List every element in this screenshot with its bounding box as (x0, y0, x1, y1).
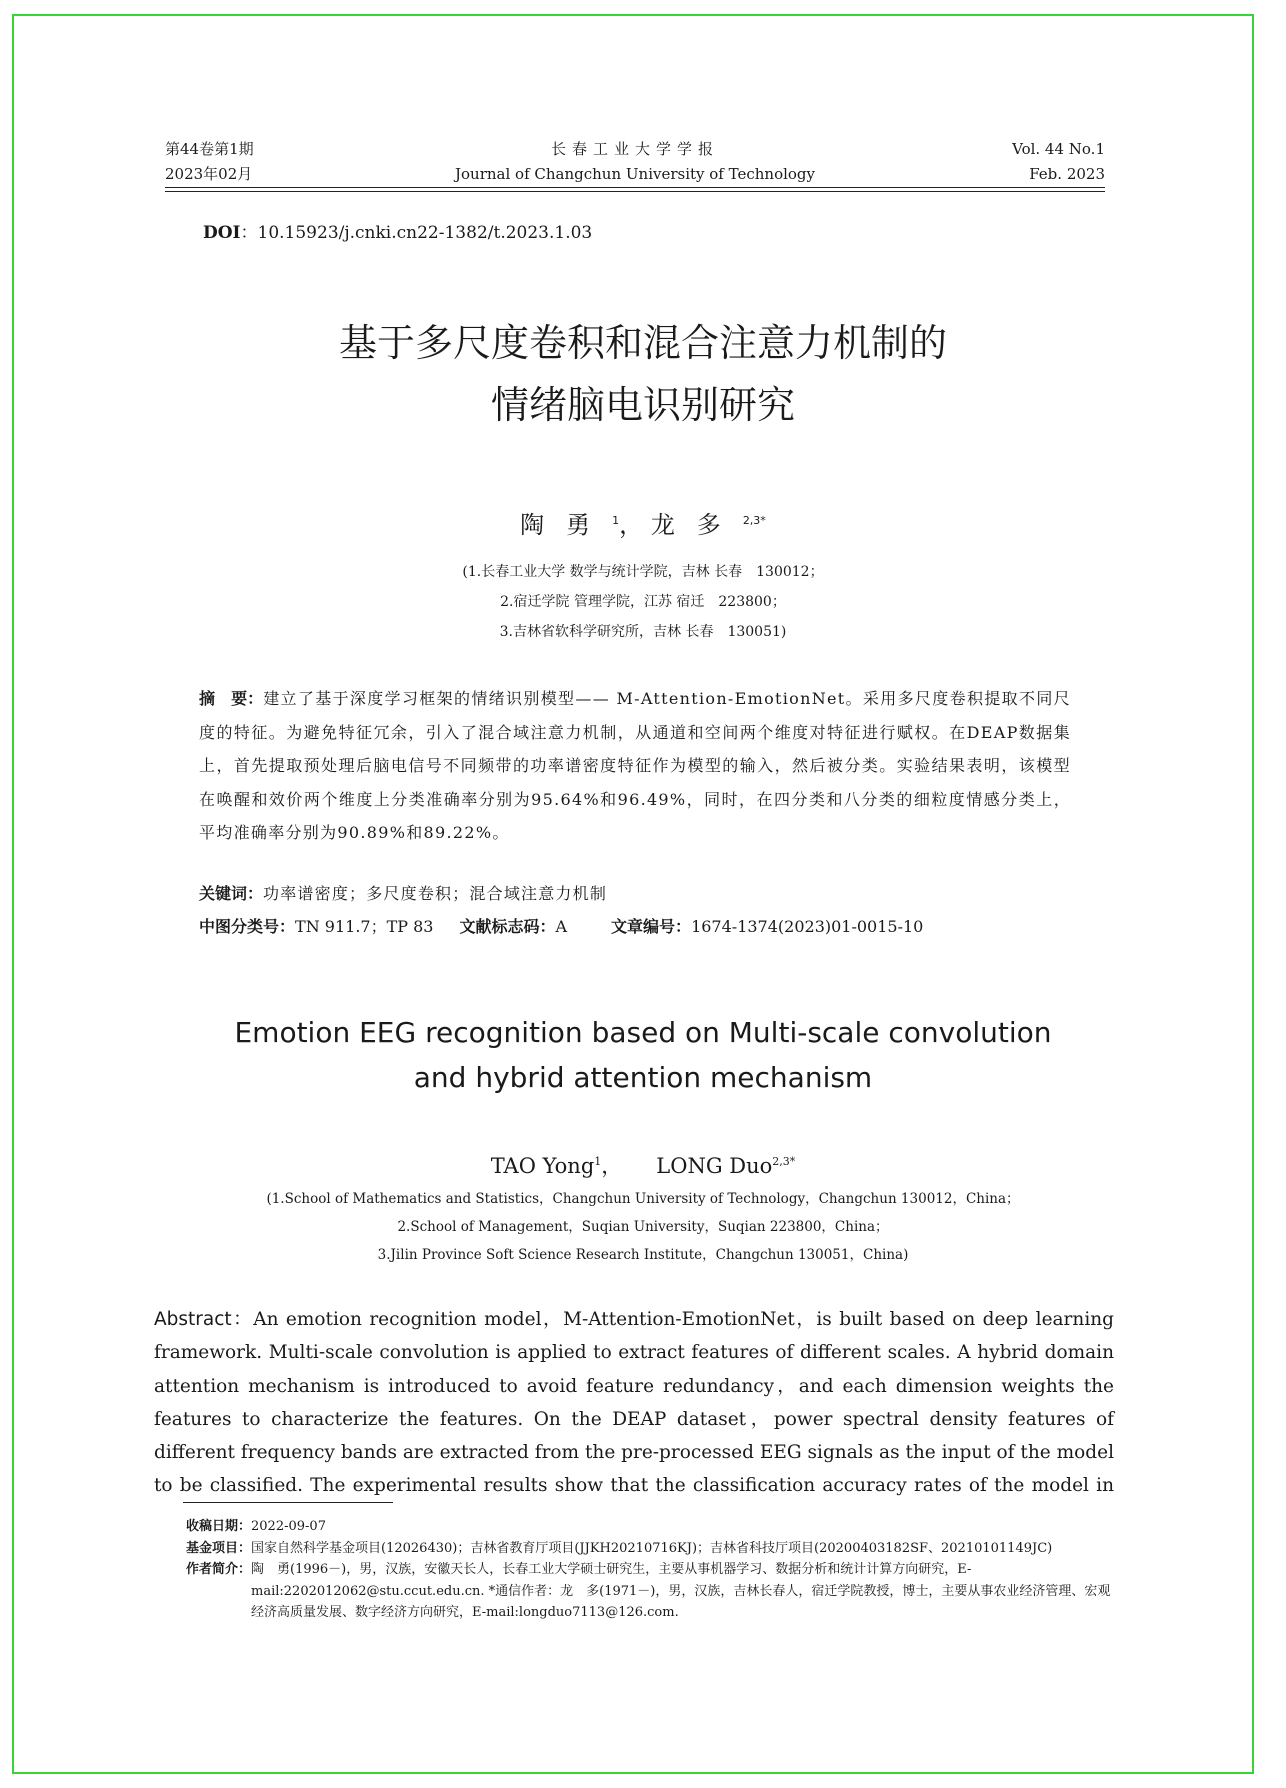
affiliation-en-1: (1.School of Mathematics and Statistics，Changchun University of Technology，Changchun 130012，China； (266, 1191, 1020, 1207)
authors-en (0, 1150, 1286, 1180)
author-separator-cn: ， (619, 511, 644, 539)
classification-line (199, 914, 1099, 937)
affiliation-en-3: 3.Jilin Province Soft Science Research Institute，Changchun 130051，China) (377, 1247, 909, 1263)
doc-code-label: 文献标志码： (459, 917, 556, 936)
issue-info-en (1012, 137, 1105, 187)
abstract-cn (199, 682, 1071, 850)
title-en (0, 1010, 1286, 1100)
authors-cn (0, 505, 1286, 540)
keywords-cn-text: 功率谱密度；多尺度卷积；混合域注意力机制 (263, 884, 608, 903)
footnote-received (186, 1516, 1116, 1538)
footnote-rule (183, 1502, 393, 1503)
journal-name-en: Journal of Changchun University of Technology (455, 165, 815, 183)
abstract-en-label: Abstract： (154, 1309, 254, 1330)
affiliation-en-2: 2.School of Management，Suqian University，Suqian 223800，China； (397, 1219, 889, 1235)
abstract-cn-label: 摘 要： (199, 689, 264, 708)
author1-cn: 陶勇 (520, 511, 613, 539)
affiliation-cn-2: 2.宿迁学院 管理学院，江苏 宿迁 223800； (500, 594, 786, 610)
footnotes (186, 1516, 1116, 1624)
abstract-en-text: An emotion recognition model，M-Attention-EmotionNet，is built based on deep learning framework. Multi-scale convolution is applied to extract features of different scales. A hybrid domain attention mechanism is introduced to avoid feature redundancy，and each dimension weights the features to characterize the features. On the DEAP dataset，power spectral density features of different frequency bands are extracted from the pre-processed EEG signals as the input of the model to be classified. The experimental results show that the classification accuracy rates of the model in (154, 1309, 1114, 1497)
bio-value: 陶 勇(1996－)，男，汉族，安徽天长人，长春工业大学硕士研究生，主要从事机器学习、数据分析和统计计算方向研究，E-mail:2202012062@stu.ccut.edu.cn. *通信作者：龙 多(1971－)，男，汉族，吉林长春人，宿迁学院教授，博士，主要从事农业经济管理、宏观经济高质量发展、数字经济方向研究，E-mail:longduo7113@126.com. (251, 1562, 1111, 1620)
journal-name (165, 137, 1105, 187)
author1-en: TAO Yong (490, 1154, 595, 1178)
bio-label: 作者简介： (186, 1562, 252, 1577)
article-number-label: 文章编号： (611, 917, 692, 936)
received-value: 2022-09-07 (251, 1519, 326, 1534)
volume-issue-en: Vol. 44 No.1 (1012, 140, 1105, 158)
author2-en: LONG Duo (656, 1154, 773, 1178)
author-separator-en: ， (601, 1154, 623, 1178)
doi-value: ：10.15923/j.cnki.cn22-1382/t.2023.1.03 (240, 223, 593, 243)
title-cn-line2: 情绪脑电识别研究 (490, 383, 795, 427)
clc-label: 中图分类号： (199, 917, 296, 936)
title-en-line2: and hybrid attention mechanism (413, 1061, 873, 1094)
volume-issue-cn: 第44卷第1期 (165, 140, 254, 158)
author1-en-sup: 1 (594, 1155, 602, 1168)
doi-label: DOI (203, 223, 241, 243)
author2-cn: 龙多 (650, 511, 743, 539)
fund-label: 基金项目： (186, 1540, 252, 1556)
affiliation-cn-1: (1.长春工业大学 数学与统计学院，吉林 长春 130012； (462, 564, 824, 580)
doi-line (203, 218, 592, 243)
affiliation-cn-3: 3.吉林省软科学研究所，吉林 长春 130051) (499, 624, 787, 640)
footnote-bio (186, 1559, 1116, 1624)
article-number-value: 1674-1374(2023)01-0015-10 (691, 917, 924, 936)
journal-name-cn: 长春工业大学学报 (550, 140, 719, 158)
header-rule-thick (165, 187, 1105, 188)
title-cn (0, 312, 1286, 436)
title-en-line1: Emotion EEG recognition based on Multi-scale convolution (234, 1016, 1052, 1049)
footnote-fund (186, 1538, 1116, 1560)
keywords-cn (199, 881, 1099, 904)
clc-value: TN 911.7；TP 83 (295, 917, 434, 936)
abstract-cn-text: 建立了基于深度学习框架的情绪识别模型—— M-Attention-EmotionNet。采用多尺度卷积提取不同尺度的特征。为避免特征冗余，引入了混合域注意力机制，从通道和空间两个维度对特征进行赋权。在DEAP数据集上，首先提取预处理后脑电信号不同频带的功率谱密度特征作为模型的输入，然后被分类。实验结果表明，该模型在唤醒和效价两个维度上分类准确率分别为95.64%和96.49%，同时，在四分类和八分类的细粒度情感分类上，平均准确率分别为90.89%和89.22%。 (199, 689, 1071, 842)
fund-value: 国家自然科学基金项目(12026430)；吉林省教育厅项目(JJKH20210716KJ)；吉林省科技厅项目(20200403182SF、20210101149JC) (251, 1540, 1053, 1556)
header-rule-thin (165, 191, 1105, 192)
received-label: 收稿日期： (186, 1519, 252, 1534)
date-cn: 2023年02月 (165, 165, 253, 183)
title-cn-line1: 基于多尺度卷积和混合注意力机制的 (338, 321, 947, 365)
doc-code-value: A (555, 917, 568, 936)
affiliations-en (0, 1185, 1286, 1269)
abstract-en (154, 1303, 1114, 1503)
author2-cn-sup: 2,3* (742, 514, 766, 527)
date-en: Feb. 2023 (1029, 165, 1105, 183)
journal-header (165, 137, 1105, 187)
affiliations-cn (0, 557, 1286, 647)
author1-cn-sup: 1 (612, 514, 620, 527)
keywords-cn-label: 关键词： (199, 884, 264, 903)
author2-en-sup: 2,3* (772, 1155, 796, 1168)
